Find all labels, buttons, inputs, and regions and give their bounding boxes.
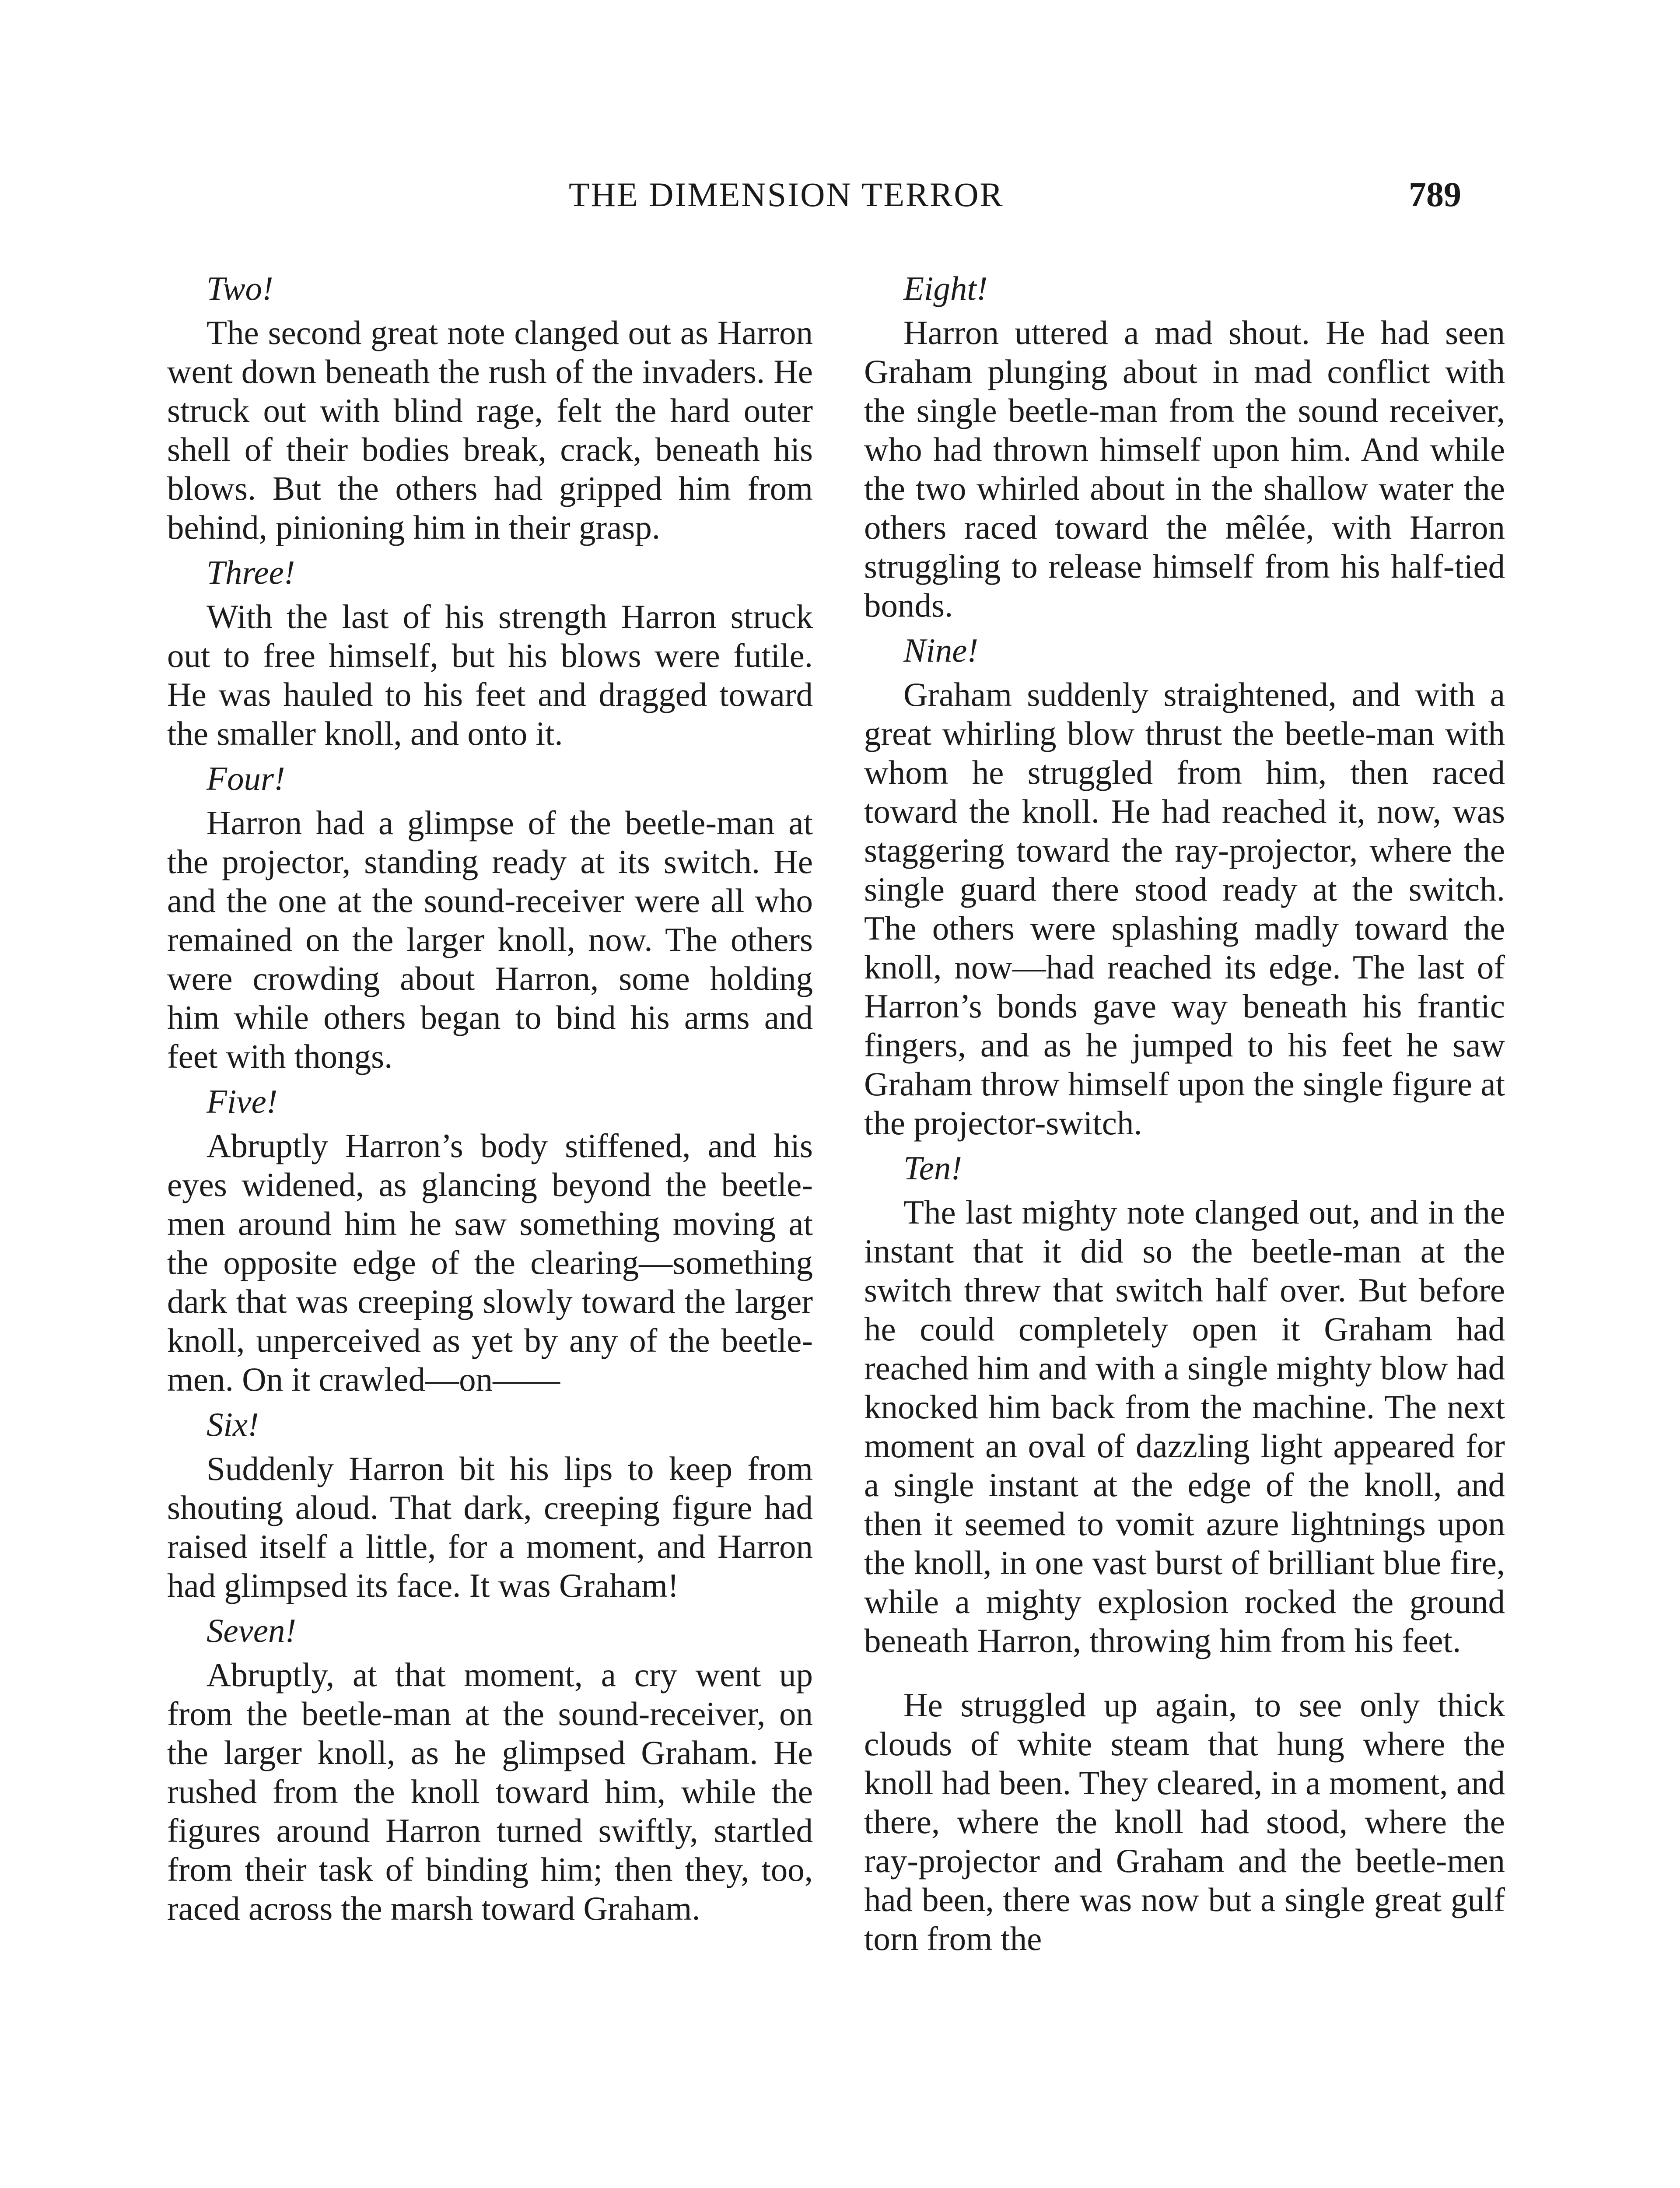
running-head — [0, 173, 1680, 225]
section-continuation — [864, 1686, 1505, 1958]
count-word: Nine! — [903, 631, 979, 669]
count-word: Ten! — [903, 1149, 962, 1187]
left-column — [167, 269, 813, 1934]
section-two — [167, 269, 813, 547]
paragraph: Abruptly Harron’s body stiffened, and his eyes widened, as glancing beyond the beetle-men around him he saw something moving at the opposite edge of the clearing—something dark that was creeping slowly toward the larger knoll, unperceived as yet by any of the beetle-men. On it crawled—on—— — [167, 1127, 813, 1398]
paragraph: Graham suddenly straightened, and with a great whirling blow thrust the beetle-man with whom he struggled from him, then raced toward the knoll. He had reached it, now, was staggering toward the ray-projector, where the single guard there stood ready at the switch. The others were splashing madly toward the knoll, now—had reached its edge. The last of Harron’s bonds gave way beneath his frantic fingers, and as he jumped to his feet he saw Graham throw himself upon the single figure at the projector-switch. — [864, 676, 1505, 1142]
section-ten — [864, 1149, 1505, 1660]
running-title: THE DIMENSION TERROR — [569, 175, 1004, 214]
count-word: Four! — [206, 760, 285, 797]
count-word: Five! — [206, 1083, 278, 1120]
count-word: Eight! — [903, 270, 988, 307]
section-three — [167, 553, 813, 753]
paragraph: The last mighty note clanged out, and in the instant that it did so the beetle-man at the switch threw that switch half over. But before he could completely open it Graham had reached him and with a single mighty blow had knocked him back from the machine. The next moment an oval of dazzling light appeared for a single instant at the edge of the knoll, and then it seemed to vomit azure lightnings upon the knoll, in one vast burst of brilliant blue fire, while a mighty explosion rocked the ground beneath Harron, throwing him from his feet. — [864, 1193, 1505, 1659]
section-seven — [167, 1611, 813, 1928]
count-word: Two! — [206, 270, 273, 307]
paragraph: The second great note clanged out as Harron went down beneath the rush of the invaders. He struck out with blind rage, felt the hard outer shell of their bodies break, crack, beneath his blows. But the others had gripped him from behind, pinioning him in their grasp. — [167, 314, 813, 546]
section-four — [167, 759, 813, 1076]
paragraph: Harron uttered a mad shout. He had seen Graham plunging about in mad conflict with the single beetle-man from the sound receiver, who had thrown himself upon him. And while the two whirled about in the shallow water the others raced toward the mêlée, with Harron struggling to release himself from his half-tied bonds. — [864, 314, 1505, 624]
paragraph: With the last of his strength Harron struck out to free himself, but his blows were futile. He was hauled to his feet and dragged toward the smaller knoll, and onto it. — [167, 598, 813, 752]
section-six — [167, 1405, 813, 1605]
paragraph: He struggled up again, to see only thick clouds of white steam that hung where the knoll had been. They cleared, in a moment, and there, where the knoll had stood, where the ray-projector and Graham and the beetle-men had been, there was now but a single great gulf torn from the — [864, 1686, 1505, 1957]
count-word: Six! — [206, 1406, 259, 1443]
section-eight — [864, 269, 1505, 625]
paragraph: Harron had a glimpse of the beetle-man at the projector, standing ready at its switch. He and the one at the sound-receiver were all who remained on the larger knoll, now. The others were crowding about Harron, some holding him while others began to bind his arms and feet with thongs. — [167, 804, 813, 1075]
page-number: 789 — [1409, 175, 1461, 214]
paragraph: Suddenly Harron bit his lips to keep from shouting aloud. That dark, creeping figure had raised itself a little, for a moment, and Harron had glimpsed its face. It was Graham! — [167, 1450, 813, 1604]
section-five — [167, 1082, 813, 1399]
count-word: Seven! — [206, 1612, 297, 1649]
right-column — [864, 269, 1505, 1964]
count-word: Three! — [206, 554, 295, 591]
paragraph: Abruptly, at that moment, a cry went up from the beetle-man at the sound-receiver, on the larger knoll, as he glimpsed Graham. He rushed from the knoll toward him, while the figures around Harron turned swiftly, startled from their task of binding him; then they, too, raced across the marsh toward Graham. — [167, 1656, 813, 1927]
section-nine — [864, 631, 1505, 1143]
